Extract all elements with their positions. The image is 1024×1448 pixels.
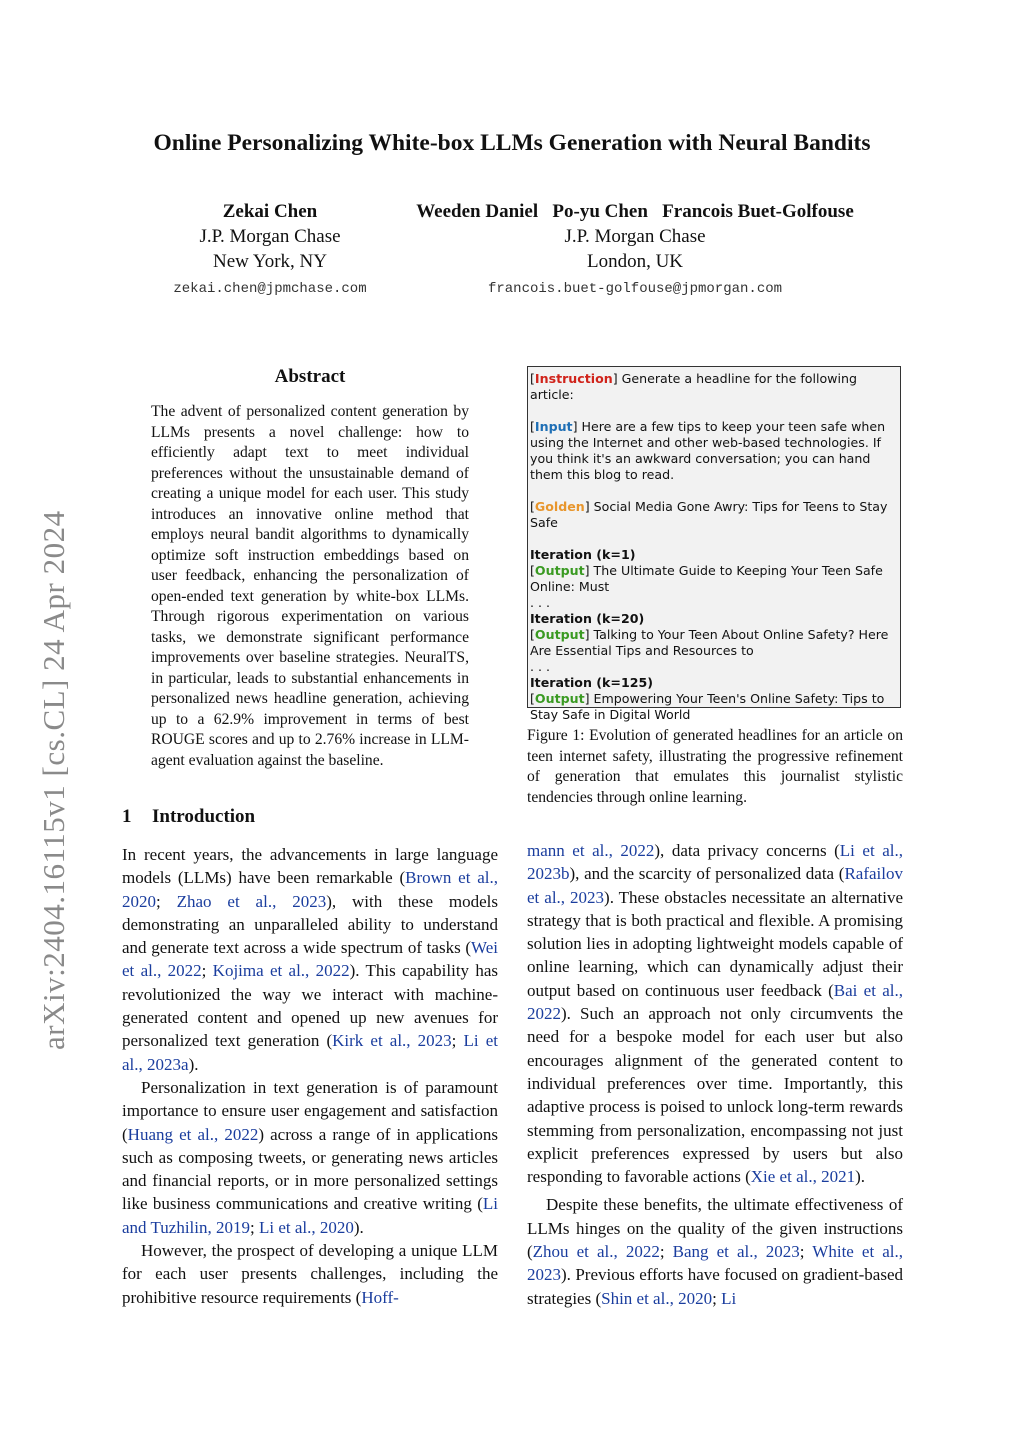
citation-link[interactable]: Zhao et al., 2023 [176, 891, 327, 911]
author-email[interactable]: zekai.chen@jpmchase.com [173, 281, 367, 297]
section-heading-introduction [122, 806, 255, 828]
author-names: Zekai Chen [222, 201, 318, 222]
iteration-output: [Output] Empowering Your Teen's Online Safety: Tips to Stay Safe in Digital World [530, 691, 885, 722]
abstract-body: The advent of personalized content generation by LLMs presents a novel challenge: how to efficiently adapt text to meet individual preferences without the unsustainable demand of creating a unique model for each user. This study introduces an innovative online method that employs neural bandit algorithms to dynamically optimize soft instruction embeddings based on user feedback, enhancing the personalization of open-ended text generation by white-box LLMs. Through rigorous experimentation on various tasks, we demonstrate significant performance improvements over baseline strategies. NeuralTS, in particular, leads to substantial enhancements in personalized news headline generation, achieving up to a 62.9% improvement in terms of best ROUGE scores and up to 2.76% increase in LLM-agent evaluation against the baseline. [151, 403, 469, 769]
citation-link[interactable]: Kirk et al., 2023 [332, 1031, 452, 1051]
intro-paragraph-3-continued: mann et al., 2022), data privacy concerns (Li et al., 2023b), and the scarcity of personalized data (Rafailov et al., 2023). These obstacles necessitate an alternative strategy that is both practical and flexible. A promising solution lies in adopting lightweight models capable of online learning, which can dynamically adjust their output based on continuous user feedback (Bai et al., 2022). Such an approach not only circumvents the need for a bespoke model for each user but also encourages alignment of the generated content to individual preferences over time. Importantly, this adaptive process is poised to unlock long-term rewards stemming from personalization, encompassing not just explicit preferences expressed by users but also responding to favorable actions (Xie et al., 2021). [527, 841, 903, 1187]
iteration-label: Iteration (k=1) [530, 547, 636, 562]
output-tag: Output [534, 563, 585, 578]
citation-link[interactable]: Shin et al., 2020 [601, 1288, 713, 1308]
figure-1-caption: Figure 1: Evolution of generated headlines for an article on teen internet safety, illustrating the progressive refinement of generation that emulates this journalist stylistic tendencies through online learning. [527, 727, 903, 806]
author-names: Weeden Daniel Po-yu Chen Francois Buet-Golfouse [416, 201, 854, 222]
section-number: 1 [122, 806, 132, 827]
figure-1-box [527, 366, 901, 722]
citation-link[interactable]: Rafailov et al., 2023 [527, 864, 903, 907]
golden-tag: Golden [534, 499, 585, 514]
citation-link[interactable]: Bai et al., 2022 [527, 980, 903, 1024]
section-title: Introduction [152, 806, 256, 827]
citation-link[interactable]: Huang et al., 2022 [127, 1124, 259, 1144]
author-email[interactable]: francois.buet-golfouse@jpmorgan.com [487, 281, 783, 297]
citation-link[interactable]: Li [721, 1288, 737, 1308]
author-location: London, UK [586, 251, 684, 272]
abstract-heading: Abstract [274, 366, 346, 387]
paper-title: Online Personalizing White-box LLMs Generation with Neural Bandits [153, 130, 871, 156]
citation-link[interactable]: Li and Tuzhilin, 2019 [122, 1194, 498, 1237]
ellipsis: . . . [530, 659, 551, 674]
figure-input: [Input] Here are a few tips to keep your teen safe when using the Internet and other web-based technologies. If you think it's an awkward conversation; you can hand them this blog to read. [530, 419, 886, 482]
iteration-label: Iteration (k=125) [530, 675, 654, 690]
citation-link[interactable]: Kojima et al., 2022 [212, 961, 350, 981]
right-column-text [527, 839, 903, 1310]
input-tag: Input [534, 419, 573, 434]
citation-link[interactable]: White et al., 2023 [527, 1242, 904, 1285]
instruction-tag: Instruction [534, 371, 613, 386]
intro-paragraph-4: Despite these benefits, the ultimate effectiveness of LLMs hinges on the quality of the given instructions (Zhou et al., 2022; Bang et al., 2023; White et al., 2023). Previous efforts have focused on gradient-based strategies (Shin et al., 2020; Li [527, 1195, 904, 1308]
iteration-output: [Output] The Ultimate Guide to Keeping Your Teen Safe Online: Must [530, 563, 883, 594]
figure-golden: [Golden] Social Media Gone Awry: Tips for Teens to Stay Safe [530, 499, 888, 530]
citation-link[interactable]: Li et al., 2020 [258, 1217, 354, 1237]
author-block-right [380, 199, 890, 302]
iteration-label: Iteration (k=20) [530, 611, 645, 626]
author-affiliation: J.P. Morgan Chase [564, 226, 706, 247]
intro-paragraph-3: However, the prospect of developing a unique LLM for each user presents challenges, including the prohibitive resource requirements (Hoff- [122, 1241, 498, 1307]
citation-link[interactable]: Bang et al., 2023 [672, 1242, 800, 1262]
author-block-left [120, 199, 420, 302]
citation-link[interactable]: Zhou et al., 2022 [532, 1242, 660, 1262]
iteration-output: [Output] Talking to Your Teen About Online Safety? Here Are Essential Tips and Resources to [530, 627, 889, 658]
citation-link[interactable]: Li et al., 2023a [122, 1031, 498, 1074]
citation-link[interactable]: Brown et al., 2020 [122, 868, 498, 911]
author-location: New York, NY [212, 251, 327, 272]
author-affiliation: J.P. Morgan Chase [199, 226, 341, 247]
arxiv-identifier: arXiv:2404.16115v1 [cs.CL] 24 Apr 2024 [36, 510, 71, 1050]
citation-link[interactable]: Xie et al., 2021 [750, 1167, 856, 1187]
output-tag: Output [534, 627, 585, 642]
figure-instruction: [Instruction] Generate a headline for the following article: [530, 371, 857, 402]
output-tag: Output [534, 691, 585, 706]
citation-link[interactable]: Hoff- [361, 1287, 399, 1307]
citation-link[interactable]: Li et al., 2023b [527, 841, 903, 884]
ellipsis: . . . [530, 595, 551, 610]
intro-paragraph-1: In recent years, the advancements in large language models (LLMs) have been remarkable (Brown et al., 2020; Zhao et al., 2023), with these models demonstrating an unparalleled ability to understand and generate text across a wide spectrum of tasks (Wei et al., 2022; Kojima et al., 2022). This capability has revolutionized the way we interact with machine-generated content and opened up new avenues for personalized text generation (Kirk et al., 2023; Li et al., 2023a). [122, 845, 498, 1074]
left-column-text [122, 843, 498, 1309]
citation-link[interactable]: mann et al., 2022 [527, 841, 655, 860]
intro-paragraph-2: Personalization in text generation is of paramount importance to ensure user engagement and satisfaction (Huang et al., 2022) across a range of in applications such as composing tweets, or generating news articles and financial reports, or in more personalized settings like business communications and creative writing (Li and Tuzhilin, 2019; Li et al., 2020). [122, 1077, 498, 1237]
citation-link[interactable]: Wei et al., 2022 [122, 938, 498, 981]
